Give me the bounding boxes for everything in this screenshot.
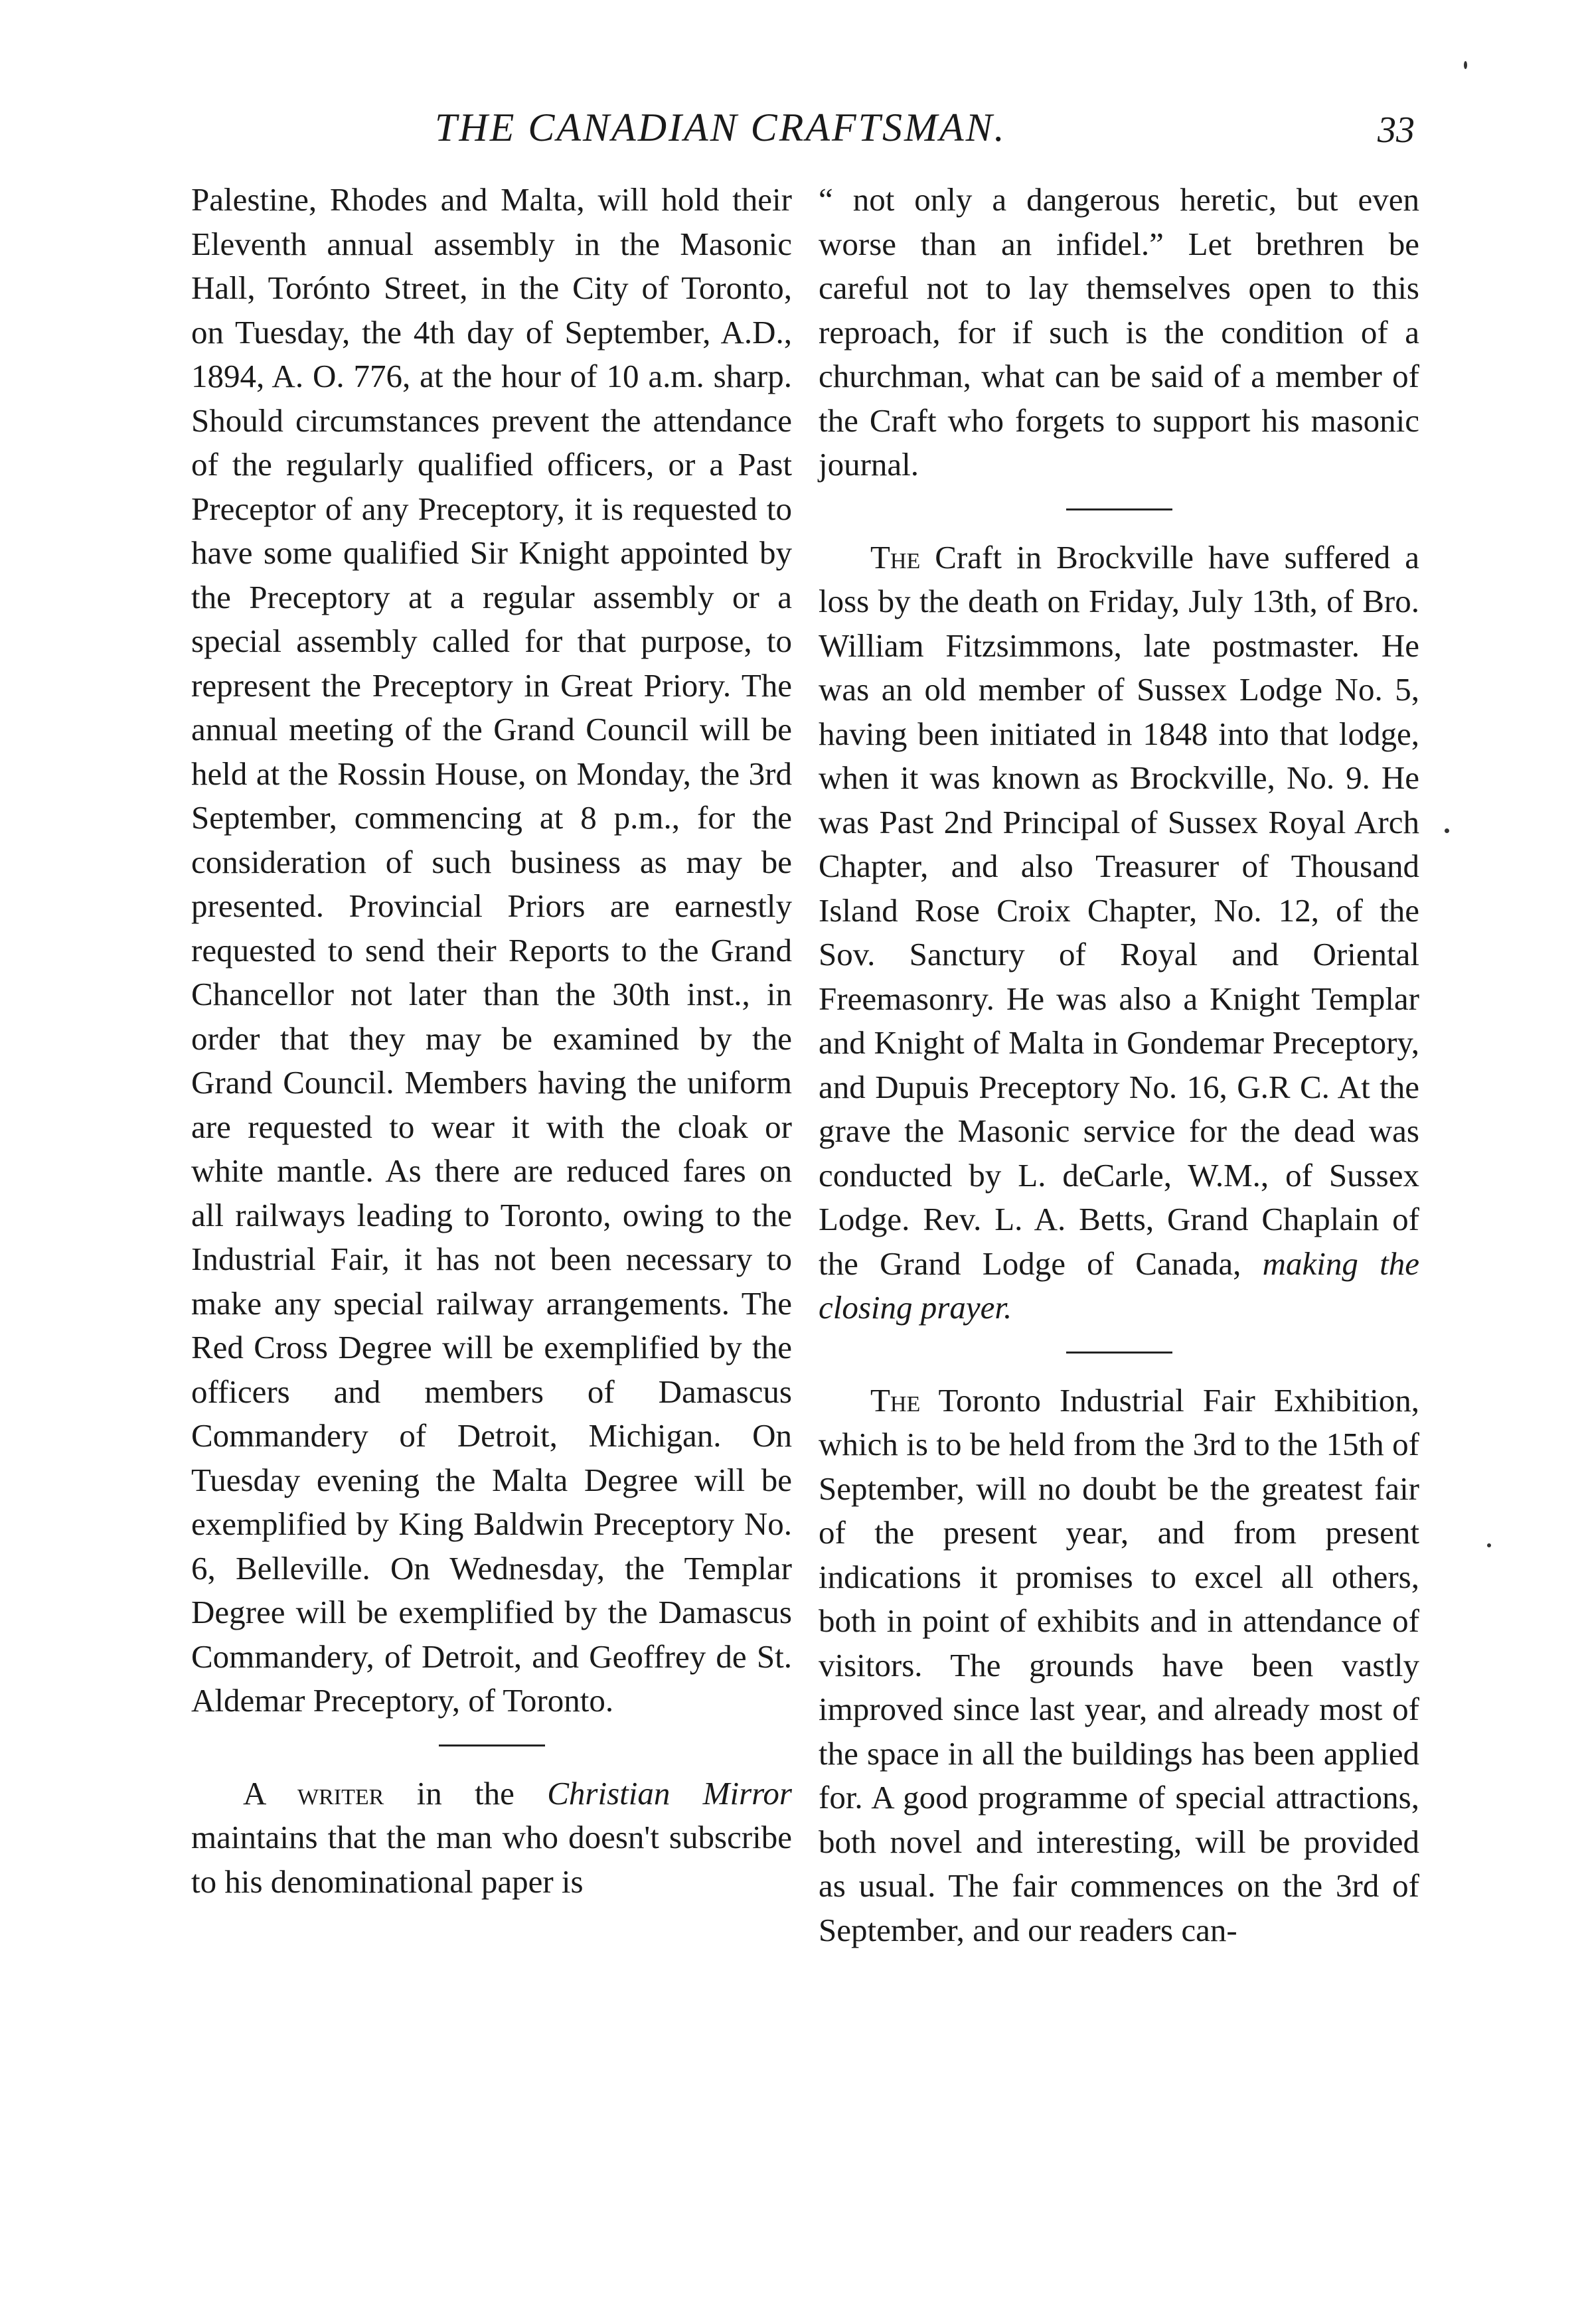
paragraph-lead-in: The — [870, 1381, 921, 1419]
industrial-fair-paragraph — [819, 1379, 1419, 1953]
paragraph-text: in the — [384, 1774, 548, 1812]
section-divider — [439, 1744, 545, 1746]
christian-mirror-paragraph — [191, 1772, 792, 1904]
print-speck — [1464, 61, 1467, 69]
paragraph-italic-text: making the closing prayer. — [819, 1245, 1419, 1326]
paragraph-text: Craft in Brockville have suffered a loss by the death on Friday, July 13th, of Bro. William Fitzsimmons, late postmaster. He was an old member of Sussex Lodge No. 5, having been initiated in 1848 into that lodge, when it was known as Brockville, No. 9. He was Past 2nd Principal of Sussex Royal Arch Chapter, and also Treasurer of Thousand Island Rose Croix Chapter, No. 12, of the Sov. Sanctury of Royal and Oriental Freemasonry. He was also a Knight Templar and Knight of Malta in Gondemar Preceptory, and Dupuis Preceptory No. 16, G.R C. At the grave the Masonic service for the dead was conducted by L. deCarle, W.M., of Sussex Lodge. Rev. L. A. Betts, Grand Chaplain of the Grand Lodge of Canada, — [819, 538, 1419, 1282]
paragraph-text: maintains that the man who doesn't subscribe to his denominational paper is — [191, 1819, 792, 1900]
paragraph-lead-in: A writer — [243, 1774, 384, 1812]
brockville-obituary-paragraph — [819, 536, 1419, 1330]
section-divider — [1066, 1352, 1172, 1354]
publication-title: Christian Mirror — [547, 1774, 792, 1812]
page-number: 33 — [1378, 110, 1415, 151]
left-column — [191, 178, 792, 1904]
print-speck — [1487, 1543, 1491, 1547]
print-speck — [1445, 828, 1449, 833]
page-header — [0, 105, 1582, 158]
section-divider — [1066, 508, 1172, 510]
assembly-notice-paragraph: Palestine, Rhodes and Malta, will hold their Eleventh annual assembly in the Masonic Hall, Torónto Street, in the City of Toronto, on Tuesday, the 4th day of September, A.D., 1894, A. O. 776, at the hour of 10 a.m. sharp. Should circumstances prevent the attendance of the regularly qualified officers, or a Past Preceptor of any Preceptory, it is requested to have some qualified Sir Knight appointed by the Preceptory at a regular assembly or a special assembly called for that purpose, to represent the Preceptory in Great Priory. The annual meeting of the Grand Council will be held at the Rossin House, on Monday, the 3rd September, commencing at 8 p.m., for the consideration of such business as may be presented. Provincial Priors are earnestly requested to send their Reports to the Grand Chancellor not later than the 30th inst., in order that they may be examined by the Grand Council. Members having the uniform are requested to wear it with the cloak or white mantle. As there are reduced fares on all railways leading to Toronto, owing to the Industrial Fair, it has not been necessary to make any special railway arrangements. The Red Cross Degree will be exemplified by the officers and members of Damascus Commandery of Detroit, Michigan. On Tuesday evening the Malta Degree will be exemplified by King Baldwin Preceptory No. 6, Belleville. On Wednesday, the Templar Degree will be exemplified by the Damascus Commandery, of Detroit, and Geoffrey de St. Aldemar Preceptory, of Toronto. — [191, 181, 792, 1719]
paragraph-lead-in: The — [870, 538, 921, 576]
right-column — [819, 178, 1419, 1952]
heretic-quote-paragraph: “ not only a dangerous heretic, but even worse than an infidel.” Let brethren be careful not to lay themselves open to this reproach, for if such is the condition of a churchman, what can be said of a member of the Craft who forgets to support his masonic journal. — [819, 181, 1419, 483]
paragraph-text: Toronto Industrial Fair Exhibition, which is to be held from the 3rd to the 15th of September, will no doubt be the greatest fair of the present year, and from present indications it promises to excel all others, both in point of exhibits and in attendance of visitors. The grounds have been vastly improved since last year, and already most of the space in all the buildings has been applied for. A good programme of special attractions, both novel and interesting, will be provided as usual. The fair commences on the 3rd of September, and our readers can- — [819, 1381, 1419, 1948]
running-title: THE CANADIAN CRAFTSMAN. — [435, 106, 1006, 149]
